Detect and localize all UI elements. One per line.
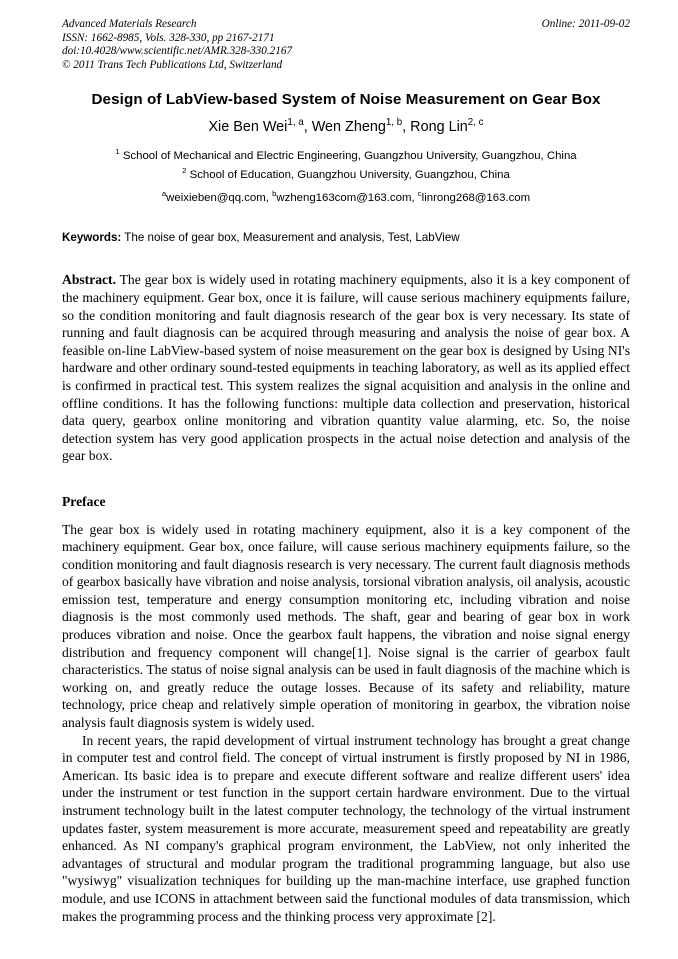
author-affil-marker: 1, b (385, 117, 403, 129)
online-date: Online: 2011-09-02 (541, 18, 630, 30)
abstract-text: The gear box is widely used in rotating machinery equipments, also it is a key component of the machinery equipment. Gear box, once it is failure, will cause serious machinery equipments failure, so the condition monitoring and fault diagnosis research of the gear box is very necessary. Its state of running and fault diagnosis can be acquired through measuring and analysis the noise of gear box. A feasible on-line LabView-based system of noise measurement on the gear box is designed by Using NI's hardware and other ordinary sound-tested equipments in teaching laboratory, as well as its applied effect is confirmed in practical test. This system realizes the signal acquisition and analysis in the online and offline conditions. It has the following functions: multiple data collection and preservation, historical data query, gearbox online monitoring and vibration quantity value alarming, etc. So, the noise detection system has very good application prospects in the actual noise detection and analysis of the gear box. (62, 272, 630, 464)
journal-issn: ISSN: 1662-8985, Vols. 328-330, pp 2167-2171 (62, 31, 275, 44)
affiliation-marker: 2 (182, 166, 187, 176)
author-entry (410, 119, 483, 135)
email-address[interactable]: wzheng163com@163.com (276, 192, 412, 205)
email-marker: b (272, 189, 277, 199)
section-paragraph: The gear box is widely used in rotating machinery equipment, also it is a key component of the machinery equipment. Gear box, once failure, will cause serious machinery equipments failure, so the condition monitoring and fault diagnosis research is very necessary. The current fault diagnosis methods of gearbox basically have vibration and noise analysis, torsional vibration analysis, oil analysis, acoustic emission test, temperature and energy consumption monitoring etc, including vibration and noise diagnosis is the most commonly used methods. The shaft, gear and bearing of gear box in work produces vibration and noise. Once the gearbox fault happens, the vibration and noise signal energy distribution and frequency component will change[1]. Noise signal is the carrier of gearbox fault characteristics. The status of noise signal analysis can be used in fault diagnosis of the machine which is working on, and greatly reduce the outage losses. Because of its safety and reliability, mature technology, price cheap and relatively simple operation of monitoring in gearbox, the vibration noise analysis fault diagnosis system is widely used. (62, 521, 630, 731)
author-name: Xie Ben Wei (208, 119, 288, 136)
author-name: Wen Zheng (311, 119, 386, 136)
abstract-label: Abstract. (62, 272, 116, 288)
author-affil-marker: 1, a (287, 117, 304, 129)
email-separator: , (265, 192, 273, 205)
keywords-line (62, 230, 630, 246)
affiliation-marker: 1 (115, 147, 120, 157)
email-list (62, 190, 630, 206)
email-address[interactable]: weixieben@qq.com (166, 192, 266, 205)
author-separator: , (402, 119, 411, 136)
section-paragraph: In recent years, the rapid development of virtual instrument technology has brought a great change in computer test and control field. The concept of virtual instrument is firstly proposed by NI in 1986, American. Its basic idea is to prepare and execute different software and realize different users' idea under the instrument or test function in the support certain hardware environment. Due to the virtual instrument technology built in the latest computer technology, the technology of the virtual instrument updates faster, system measurement is more accurate, measurement speed and repeatability are greatly enhanced. As NI company's graphical program environment, the LabView, not only inherited the advantages of structural and modular program the traditional programming language, but also use "wysiwyg" visualization techniques for building up the man-machine interface, use graphed function module, and use ICONS in attachment between said the functional modules of data transmission, which makes the programming process and the thinking process very approximate [2]. (62, 732, 630, 924)
email-marker: a (161, 189, 167, 199)
page-content (62, 18, 630, 925)
author-separator: , (303, 119, 312, 136)
journal-name: Advanced Materials Research (62, 18, 197, 30)
keywords-label: Keywords: (62, 231, 122, 245)
email-address[interactable]: linrong268@163.com (421, 192, 531, 205)
email-separator: , (411, 192, 418, 205)
author-list (62, 118, 630, 136)
section-heading-preface: Preface (62, 493, 106, 509)
page-title: Design of LabView-based System of Noise Measurement on Gear Box (91, 91, 601, 109)
author-entry (312, 119, 402, 135)
author-name: Rong Lin (410, 119, 468, 136)
affiliation-text: School of Mechanical and Electric Engineering, Guangzhou University, Guangzhou, China (119, 150, 577, 163)
abstract-paragraph (62, 271, 630, 465)
journal-header (62, 18, 630, 72)
journal-doi: doi:10.4028/www.scientific.net/AMR.328-330.2167 (62, 45, 293, 58)
affiliation-2 (62, 166, 630, 185)
affiliation-1 (62, 147, 630, 166)
journal-copyright: © 2011 Trans Tech Publications Ltd, Switzerland (62, 58, 283, 71)
email-marker: c (417, 189, 422, 199)
affiliation-text: School of Education, Guangzhou University, Guangzhou, China (186, 169, 510, 182)
author-entry (208, 119, 303, 135)
author-affil-marker: 2, c (467, 117, 484, 129)
keywords-text: The noise of gear box, Measurement and analysis, Test, LabView (121, 231, 460, 245)
